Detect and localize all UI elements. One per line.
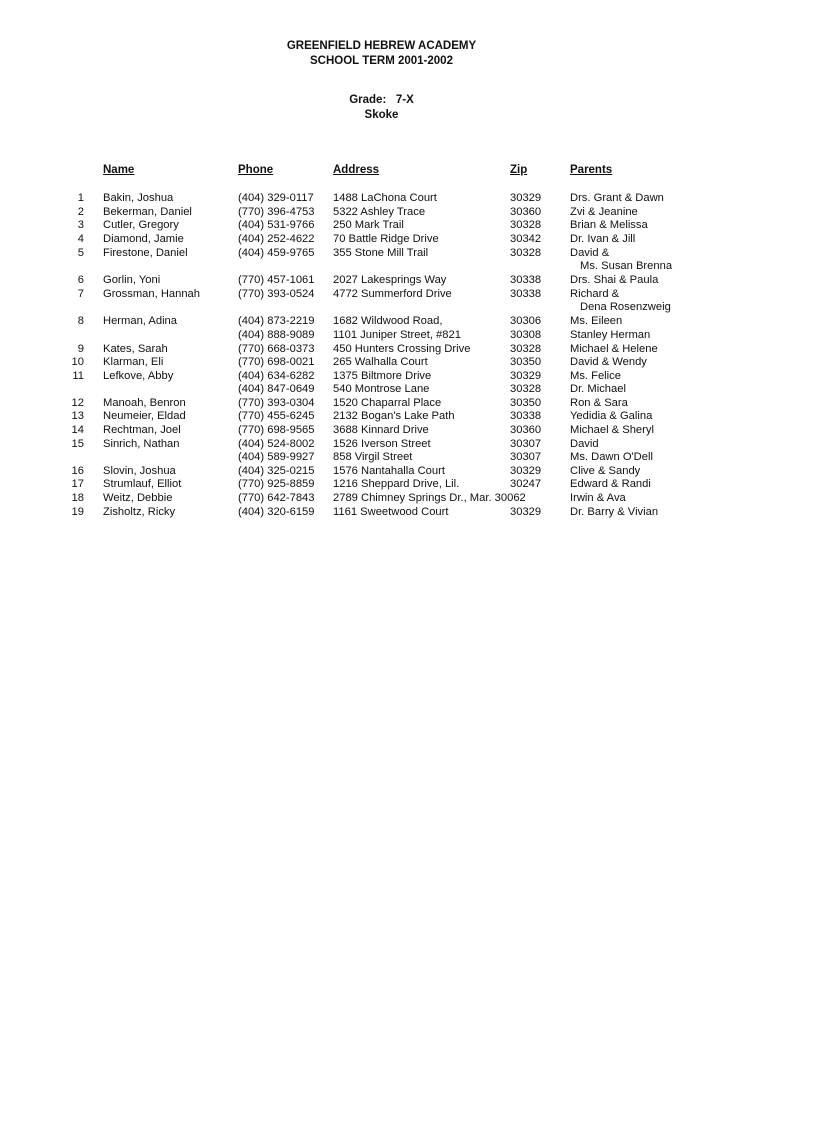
phone-number: (770) 455-6245 bbox=[238, 410, 315, 422]
parents-names: Dena Rosenzweig bbox=[580, 301, 671, 313]
table-row bbox=[0, 478, 815, 492]
zip-code: 30306 bbox=[510, 315, 542, 327]
student-name: Strumlauf, Elliot bbox=[103, 478, 182, 490]
grade-label: Grade: 7-X bbox=[349, 94, 414, 106]
street-address: 858 Virgil Street bbox=[333, 451, 413, 463]
zip-code: 30328 bbox=[510, 219, 542, 231]
parents-names: Clive & Sandy bbox=[570, 465, 641, 477]
zip-code: 30338 bbox=[510, 274, 542, 286]
row-number: 16 bbox=[71, 465, 84, 477]
zip-code: 30329 bbox=[510, 506, 542, 518]
table-row bbox=[0, 260, 815, 274]
student-name: Cutler, Gregory bbox=[103, 219, 179, 231]
table-row bbox=[0, 383, 815, 397]
student-name: Herman, Adina bbox=[103, 315, 178, 327]
teacher-name: Skoke bbox=[364, 109, 399, 121]
table-row bbox=[0, 492, 815, 506]
student-name: Gorlin, Yoni bbox=[103, 274, 161, 286]
row-number: 18 bbox=[71, 492, 84, 504]
student-name: Lefkove, Abby bbox=[103, 370, 174, 382]
zip-code: 30338 bbox=[510, 288, 542, 300]
zip-code: 30338 bbox=[510, 410, 542, 422]
phone-number: (404) 325-0215 bbox=[238, 465, 315, 477]
row-number: 9 bbox=[77, 343, 84, 355]
parents-names: Michael & Helene bbox=[570, 343, 658, 355]
parents-names: Dr. Barry & Vivian bbox=[570, 506, 659, 518]
zip-code: 30307 bbox=[510, 451, 542, 463]
parents-names: David & bbox=[570, 247, 610, 259]
parents-names: Ron & Sara bbox=[570, 397, 628, 409]
street-address: 1520 Chaparral Place bbox=[333, 397, 442, 409]
zip-code: 30328 bbox=[510, 383, 542, 395]
row-number: 11 bbox=[72, 370, 84, 382]
row-number: 2 bbox=[77, 206, 84, 218]
zip-code: 30308 bbox=[510, 329, 542, 341]
parents-names: Zvi & Jeanine bbox=[570, 206, 638, 218]
phone-number: (404) 320-6159 bbox=[238, 506, 315, 518]
row-number: 10 bbox=[71, 356, 84, 368]
column-header-name: Name bbox=[103, 164, 135, 176]
zip-code: 30350 bbox=[510, 397, 542, 409]
table-row bbox=[0, 424, 815, 438]
row-number: 19 bbox=[71, 506, 84, 518]
street-address: 450 Hunters Crossing Drive bbox=[333, 343, 471, 355]
table-row bbox=[0, 247, 815, 261]
zip-code: 30307 bbox=[510, 438, 542, 450]
table-row bbox=[0, 315, 815, 329]
student-name: Bakin, Joshua bbox=[103, 192, 174, 204]
parents-names: Brian & Melissa bbox=[570, 219, 648, 231]
student-name: Firestone, Daniel bbox=[103, 247, 188, 259]
student-name: Rechtman, Joel bbox=[103, 424, 181, 436]
phone-number: (404) 524-8002 bbox=[238, 438, 315, 450]
student-name: Grossman, Hannah bbox=[103, 288, 201, 300]
phone-number: (404) 531-9766 bbox=[238, 219, 315, 231]
column-header-parents: Parents bbox=[570, 164, 613, 176]
parents-names: Ms. Eileen bbox=[570, 315, 623, 327]
table-row bbox=[0, 465, 815, 479]
zip-code: 30350 bbox=[510, 356, 542, 368]
phone-number: (770) 642-7843 bbox=[238, 492, 315, 504]
student-name: Neumeier, Eldad bbox=[103, 410, 186, 422]
parents-names: Irwin & Ava bbox=[570, 492, 626, 504]
street-address: 1682 Wildwood Road, bbox=[333, 315, 443, 327]
column-header-zip: Zip bbox=[510, 164, 528, 176]
table-row bbox=[0, 451, 815, 465]
phone-number: (404) 252-4622 bbox=[238, 233, 315, 245]
street-address: 1101 Juniper Street, #821 bbox=[333, 329, 461, 341]
street-address: 3688 Kinnard Drive bbox=[333, 424, 429, 436]
parents-names: Michael & Sheryl bbox=[570, 424, 654, 436]
zip-code: 30342 bbox=[510, 233, 542, 245]
table-row bbox=[0, 370, 815, 384]
parents-names: Richard & bbox=[570, 288, 620, 300]
phone-number: (404) 329-0117 bbox=[238, 192, 314, 204]
zip-code: 30247 bbox=[510, 478, 542, 490]
phone-number: (770) 698-0021 bbox=[238, 356, 315, 368]
zip-code: 30329 bbox=[510, 370, 542, 382]
student-name: Diamond, Jamie bbox=[103, 233, 184, 245]
parents-names: David bbox=[570, 438, 599, 450]
parents-names: Ms. Felice bbox=[570, 370, 621, 382]
phone-number: (404) 847-0649 bbox=[238, 383, 315, 395]
table-row bbox=[0, 397, 815, 411]
row-number: 8 bbox=[77, 315, 84, 327]
student-name: Kates, Sarah bbox=[103, 343, 168, 355]
phone-number: (770) 698-9565 bbox=[238, 424, 315, 436]
street-address: 4772 Summerford Drive bbox=[333, 288, 452, 300]
zip-code: 30360 bbox=[510, 424, 542, 436]
street-address: 2027 Lakesprings Way bbox=[333, 274, 447, 286]
school-term: SCHOOL TERM 2001-2002 bbox=[310, 55, 453, 67]
row-number: 13 bbox=[71, 410, 84, 422]
table-row bbox=[0, 438, 815, 452]
school-name: GREENFIELD HEBREW ACADEMY bbox=[286, 40, 477, 52]
street-address: 1576 Nantahalla Court bbox=[333, 465, 445, 477]
row-number: 4 bbox=[77, 233, 84, 245]
student-name: Slovin, Joshua bbox=[103, 465, 176, 477]
street-address: 70 Battle Ridge Drive bbox=[333, 233, 439, 245]
phone-number: (404) 589-9927 bbox=[238, 451, 315, 463]
table-row bbox=[0, 356, 815, 370]
street-address: 2789 Chimney Springs Dr., Mar. 30062 bbox=[333, 492, 526, 504]
parents-names: David & Wendy bbox=[570, 356, 647, 368]
phone-number: (404) 888-9089 bbox=[238, 329, 315, 341]
table-row bbox=[0, 288, 815, 302]
student-name: Weitz, Debbie bbox=[103, 492, 173, 504]
zip-code: 30329 bbox=[510, 192, 542, 204]
table-row bbox=[0, 343, 815, 357]
table-row bbox=[0, 233, 815, 247]
phone-number: (404) 634-6282 bbox=[238, 370, 315, 382]
phone-number: (770) 393-0524 bbox=[238, 288, 315, 300]
row-number: 14 bbox=[71, 424, 84, 436]
student-name: Sinrich, Nathan bbox=[103, 438, 180, 450]
row-number: 7 bbox=[77, 288, 84, 300]
street-address: 1526 Iverson Street bbox=[333, 438, 431, 450]
parents-names: Dr. Michael bbox=[570, 383, 626, 395]
street-address: 1161 Sweetwood Court bbox=[333, 506, 449, 518]
parents-names: Yedidia & Galina bbox=[570, 410, 653, 422]
row-number: 15 bbox=[71, 438, 84, 450]
street-address: 1216 Sheppard Drive, Lil. bbox=[333, 478, 460, 490]
student-name: Zisholtz, Ricky bbox=[103, 506, 176, 518]
table-row bbox=[0, 274, 815, 288]
zip-code: 30329 bbox=[510, 465, 542, 477]
column-header-phone: Phone bbox=[238, 164, 274, 176]
street-address: 1375 Biltmore Drive bbox=[333, 370, 432, 382]
phone-number: (770) 396-4753 bbox=[238, 206, 315, 218]
phone-number: (770) 457-1061 bbox=[238, 274, 315, 286]
student-name: Manoah, Benron bbox=[103, 397, 186, 409]
zip-code: 30328 bbox=[510, 247, 542, 259]
student-name: Klarman, Eli bbox=[103, 356, 164, 368]
street-address: 1488 LaChona Court bbox=[333, 192, 437, 204]
row-number: 12 bbox=[71, 397, 84, 409]
zip-code: 30360 bbox=[510, 206, 542, 218]
table-row bbox=[0, 329, 815, 343]
phone-number: (404) 873-2219 bbox=[238, 315, 315, 327]
street-address: 265 Walhalla Court bbox=[333, 356, 428, 368]
parents-names: Ms. Susan Brenna bbox=[580, 260, 673, 272]
parents-names: Drs. Shai & Paula bbox=[570, 274, 659, 286]
parents-names: Ms. Dawn O'Dell bbox=[570, 451, 653, 463]
street-address: 2132 Bogan's Lake Path bbox=[333, 410, 455, 422]
table-row bbox=[0, 410, 815, 424]
parents-names: Drs. Grant & Dawn bbox=[570, 192, 664, 204]
phone-number: (770) 925-8859 bbox=[238, 478, 315, 490]
street-address: 540 Montrose Lane bbox=[333, 383, 430, 395]
column-header-address: Address bbox=[333, 164, 380, 176]
row-number: 17 bbox=[71, 478, 84, 490]
table-row bbox=[0, 206, 815, 220]
row-number: 3 bbox=[77, 219, 84, 231]
student-name: Bekerman, Daniel bbox=[103, 206, 192, 218]
table-row bbox=[0, 506, 815, 520]
street-address: 355 Stone Mill Trail bbox=[333, 247, 429, 259]
phone-number: (404) 459-9765 bbox=[238, 247, 315, 259]
row-number: 1 bbox=[77, 192, 84, 204]
parents-names: Dr. Ivan & Jill bbox=[570, 233, 636, 245]
parents-names: Edward & Randi bbox=[570, 478, 651, 490]
table-row bbox=[0, 192, 815, 206]
table-row bbox=[0, 219, 815, 233]
table-row bbox=[0, 301, 815, 315]
parents-names: Stanley Herman bbox=[570, 329, 651, 341]
row-number: 5 bbox=[77, 247, 84, 259]
phone-number: (770) 393-0304 bbox=[238, 397, 315, 409]
street-address: 5322 Ashley Trace bbox=[333, 206, 426, 218]
phone-number: (770) 668-0373 bbox=[238, 343, 315, 355]
zip-code: 30328 bbox=[510, 343, 542, 355]
street-address: 250 Mark Trail bbox=[333, 219, 404, 231]
row-number: 6 bbox=[77, 274, 84, 286]
